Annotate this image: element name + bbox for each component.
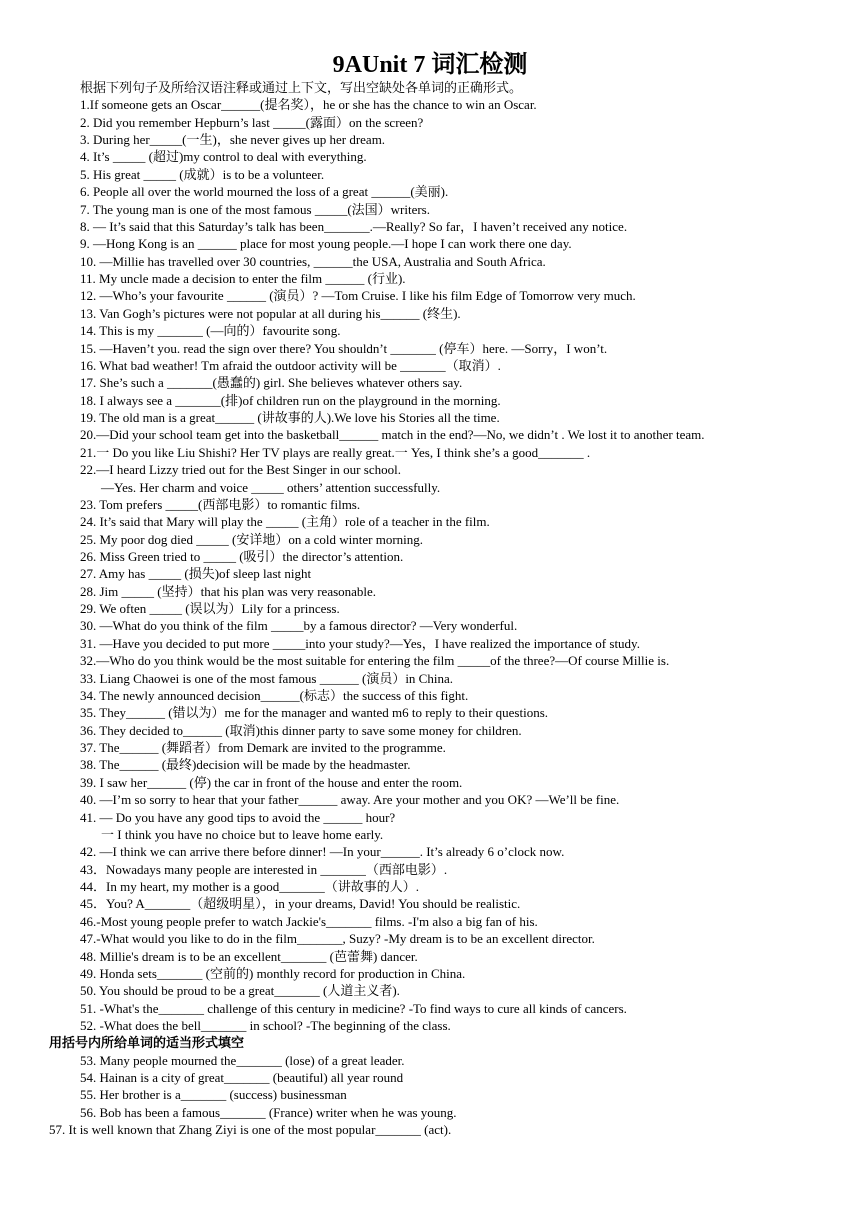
question-line: 12. —Who’s your favourite ______ (演员）? —Tom Cruise. I like his film Edge of Tomorrow very much. xyxy=(80,288,636,304)
question-line: 30. —What do you think of the film _____by a famous director? —Very wonderful. xyxy=(80,618,518,634)
question-line: 40. —I’m so sorry to hear that your father______ away. Are your mother and you OK? —We’ll be fine. xyxy=(80,792,620,808)
question-line: 44．In my heart, my mother is a good_______（讲故事的人）. xyxy=(80,879,420,895)
question-line: 32.—Who do you think would be the most suitable for entering the film _____of the three?—Of course Millie is. xyxy=(80,653,670,669)
question-line: 37. The______ (舞蹈者）from Demark are invited to the programme. xyxy=(80,740,446,756)
question-line: 57. It is well known that Zhang Ziyi is one of the most popular_______ (act). xyxy=(49,1122,452,1138)
question-line: 7. The young man is one of the most famous _____(法国）writers. xyxy=(80,201,430,217)
question-line: 14. This is my _______ (—向的）favourite song. xyxy=(80,323,341,339)
question-line: 3. During her_____(一生)，she never gives up her dream. xyxy=(80,132,386,148)
page-title: 9AUnit 7 词汇检测 xyxy=(332,52,528,78)
question-line: 41. — Do you have any good tips to avoid the ______ hour? xyxy=(80,809,396,825)
question-line: 18. I always see a _______(排)of children run on the playground in the morning. xyxy=(80,392,501,408)
question-line: 34. The newly announced decision______(标志）the success of this fight. xyxy=(80,687,469,703)
question-line: 35. They______ (错以为）me for the manager and wanted m6 to reply to their questions. xyxy=(80,705,549,721)
question-line: 8. — It’s said that this Saturday’s talk has been_______.—Really? So far，I haven’t received any notice. xyxy=(80,218,628,234)
question-line: 42. —I think we can arrive there before dinner! —In your______. It’s already 6 o’clock now. xyxy=(80,844,565,860)
question-line: —Yes. Her charm and voice _____ others’ attention successfully. xyxy=(101,479,441,495)
question-line: 2. Did you remember Hepburn’s last _____(露面）on the screen? xyxy=(80,114,424,130)
question-line: 9. —Hong Kong is an ______ place for most young people.—I hope I can work there one day. xyxy=(80,236,572,252)
question-line: 48. Millie's dream is to be an excellent_______ (芭蕾舞) dancer. xyxy=(80,948,418,964)
question-line: 51. -What's the_______ challenge of this century in medicine? -To find ways to cure all kinds of cancers. xyxy=(80,1000,627,1016)
question-line: 26. Miss Green tried to _____ (吸引）the director’s attention. xyxy=(80,548,404,564)
question-line: 6. People all over the world mourned the loss of a great ______(美丽). xyxy=(80,184,449,200)
instruction-text: 根据下列句子及所给汉语注释或通过上下文，写出空缺处各单词的正确形式。 xyxy=(80,80,523,95)
question-line: 29. We often _____ (误以为）Lily for a princess. xyxy=(80,601,340,617)
question-line: 50. You should be proud to be a great_______ (人道主义者). xyxy=(80,983,400,999)
question-line: 53. Many people mourned the_______ (lose) of a great leader. xyxy=(80,1052,405,1068)
question-line: 27. Amy has _____ (损失)of sleep last night xyxy=(80,566,312,582)
question-line: 21.一 Do you like Liu Shishi? Her TV plays are really great.一 Yes, I think she’s a good_______ . xyxy=(80,444,591,460)
question-line: 19. The old man is a great______ (讲故事的人).We love his Stories all the time. xyxy=(80,410,500,426)
section-heading: 用括号内所给单词的适当形式填空 xyxy=(49,1035,245,1051)
question-line: 28. Jim _____ (坚持）that his plan was very reasonable. xyxy=(80,583,377,599)
question-line: 43．Nowadays many people are interested in _______（西部电影）. xyxy=(80,861,448,877)
question-line: 54. Hainan is a city of great_______ (beautiful) all year round xyxy=(80,1070,404,1086)
question-line: 55. Her brother is a_______ (success) businessman xyxy=(80,1087,347,1103)
question-line: 47.-What would you like to do in the film_______, Suzy? -My dream is to be an excellent director. xyxy=(80,931,595,947)
question-line: 38. The______ (最终)decision will be made by the headmaster. xyxy=(80,757,411,773)
question-line: 24. It’s said that Mary will play the _____ (主角）role of a teacher in the film. xyxy=(80,514,490,530)
question-line: 1.If someone gets an Oscar______(提名奖），he or she has the chance to win an Oscar. xyxy=(80,97,537,113)
question-line: 10. —Millie has travelled over 30 countries, ______the USA, Australia and South Africa. xyxy=(80,253,546,269)
question-line: 31. —Have you decided to put more _____into your study?—Yes，I have realized the importance of study. xyxy=(80,635,640,651)
question-line: 52. -What does the bell_______ in school? -The beginning of the class. xyxy=(80,1017,451,1033)
question-line: 23. Tom prefers _____(西部电影）to romantic films. xyxy=(80,496,361,512)
question-line: 33. Liang Chaowei is one of the most famous ______ (演员）in China. xyxy=(80,670,453,686)
question-line: 17. She’s such a _______(愚蠢的) girl. She believes whatever others say. xyxy=(80,375,463,391)
question-line: 25. My poor dog died _____ (安详地）on a cold winter morning. xyxy=(80,531,424,547)
question-line: 36. They decided to______ (取消)this dinner party to save some money for children. xyxy=(80,722,522,738)
question-line: 13. Van Gogh’s pictures were not popular at all during his______ (终生). xyxy=(80,305,461,321)
question-line: 16. What bad weather! Tm afraid the outdoor activity will be _______（取消）. xyxy=(80,357,501,373)
question-line: 4. It’s _____ (超过)my control to deal with everything. xyxy=(80,149,367,165)
question-line: 20.—Did your school team get into the basketball______ match in the end?—No, we didn’t . We lost it to another team. xyxy=(80,427,705,443)
question-line: 22.—I heard Lizzy tried out for the Best Singer in our school. xyxy=(80,462,401,478)
question-line: 56. Bob has been a famous_______ (France) writer when he was young. xyxy=(80,1104,457,1120)
question-line: 15. —Haven’t you. read the sign over there? You shouldn’t _______ (停车）here. —Sorry，I won’t. xyxy=(80,340,608,356)
question-line: 5. His great _____ (成就）is to be a volunteer. xyxy=(80,166,325,182)
question-line: 39. I saw her______ (停) the car in front of the house and enter the room. xyxy=(80,774,463,790)
question-line: 45．You? A_______（超级明星），in your dreams, David! You should be realistic. xyxy=(80,896,521,912)
question-line: 一 I think you have no choice but to leave home early. xyxy=(101,826,384,842)
question-line: 46.-Most young people prefer to watch Jackie's_______ films. -I'm also a big fan of his. xyxy=(80,913,538,929)
question-line: 49. Honda sets_______ (空前的) monthly record for production in China. xyxy=(80,965,466,981)
question-line: 11. My uncle made a decision to enter the film ______ (行业). xyxy=(80,271,406,287)
